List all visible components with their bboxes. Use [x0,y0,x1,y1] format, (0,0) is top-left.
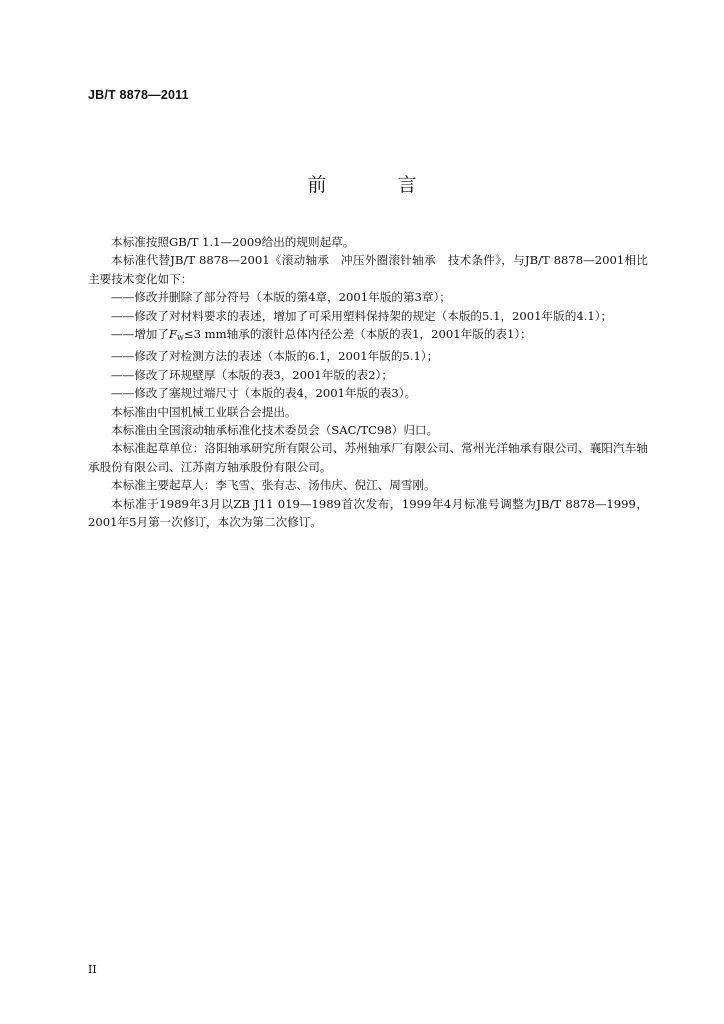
fw-symbol: F [168,327,178,342]
paragraph-drafters: 本标准主要起草人：李飞雪、张有志、汤伟庆、倪江、周雪刚。 [111,478,436,493]
list-item-plug-gauge: ——修改了塞规过端尺寸（本版的表4，2001年版的表3）。 [111,386,417,401]
paragraph-drafting-rules: 本标准按照GB/T 1.1—2009给出的规则起草。 [111,235,355,249]
paragraph-administered-by: 本标准由全国滚动轴承标准化技术委员会（SAC/TC98）归口。 [111,423,439,438]
paragraph-replacement: 本标准代替JB/T 8878—2001《滚动轴承 冲压外圈滚针轴承 技术条件》，与JB/T 8878—2001相比主要技术变化如下： [88,253,648,286]
body-text [88,233,648,532]
document-code-header: JB/T 8878—2011 [88,88,189,102]
list-item-ring-gauge: ——修改了环规壁厚（本版的表3，2001年版的表2）； [111,367,393,382]
fw-subscript: w [177,333,184,343]
paragraph-history: 本标准于1989年3月以ZB J11 019—1989首次发布，1999年4月标准号调整为JB/T 8878—1999，2001年5月第一次修订，本次为第二次修订。 [88,496,648,530]
fw-suffix: ≤3 mm轴承的滚针总体内径公差（本版的表1，2001年版的表1）； [183,327,532,342]
list-item-symbols: ——修改并删除了部分符号（本版的第4章，2001年版的第3章）； [111,290,451,305]
paragraph-proposed-by: 本标准由中国机械工业联合会提出。 [111,404,297,419]
list-item-test-methods: ——修改了对检测方法的表述（本版的6.1，2001年版的5.1）； [111,349,439,364]
page-number: II [88,963,97,976]
list-item-fw-tolerance [88,325,648,347]
paragraph-drafting-units: 本标准起草单位：洛阳轴承研究所有限公司、苏州轴承厂有限公司、常州光洋轴承有限公司、襄阳汽车轴承股份有限公司、江苏南方轴承股份有限公司。 [88,441,648,474]
page-title: 前 言 [307,174,443,196]
fw-prefix: ——增加了 [111,327,169,342]
list-item-materials: ——修改了对材料要求的表述，增加了可采用塑料保持架的规定（本版的5.1，2001年版的4.1）； [111,308,613,323]
